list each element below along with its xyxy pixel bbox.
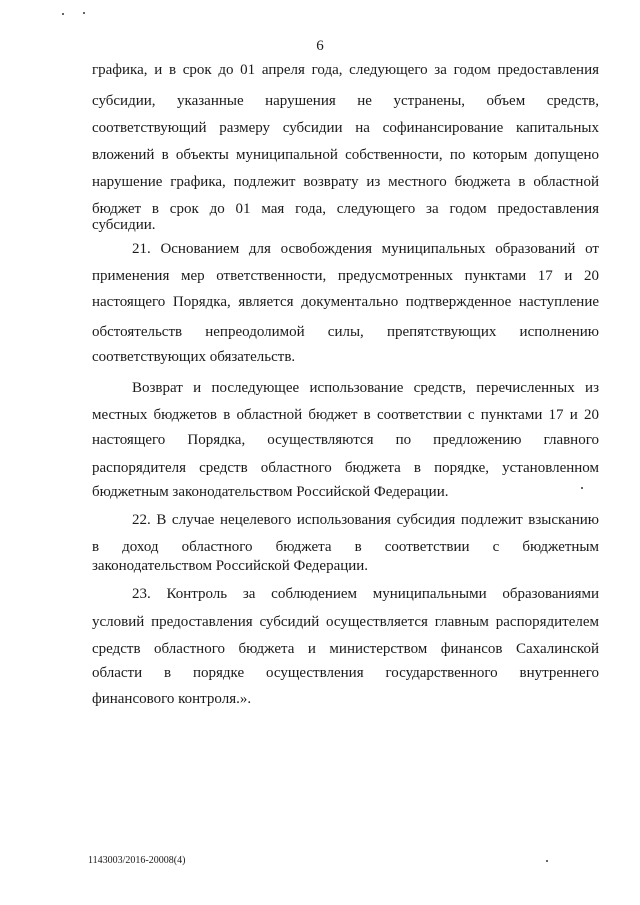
text-line: финансового контроля.». <box>92 691 252 707</box>
text-line: распорядителя средств областного бюджета в порядке, установленном <box>92 460 599 476</box>
text-line: настоящего Порядка, является документально подтвержденное наступление <box>92 294 599 310</box>
text-line: применения мер ответственности, предусмотренных пунктами 17 и 20 <box>92 268 599 284</box>
text-line: в доход областного бюджета в соответствии с бюджетным <box>92 539 599 555</box>
page-number: 6 <box>316 38 324 54</box>
text-line: субсидии. <box>92 217 156 233</box>
text-line: графика, и в срок до 01 апреля года, следующего за годом предоставления <box>92 62 599 78</box>
text-line: бюджет в срок до 01 мая года, следующего за годом предоставления <box>92 201 599 217</box>
scan-speck <box>83 12 85 14</box>
text-line: 21. Основанием для освобождения муниципальных образований от <box>132 241 599 257</box>
text-line: условий предоставления субсидий осуществляется главным распорядителем <box>92 614 599 630</box>
text-line: соответствующий размеру субсидии на софинансирование капитальных <box>92 120 599 136</box>
scan-speck <box>62 13 64 15</box>
text-line: соответствующих обязательств. <box>92 349 296 365</box>
text-line: Возврат и последующее использование средств, перечисленных из <box>132 380 599 396</box>
text-line: области в порядке осуществления государственного внутреннего <box>92 665 599 681</box>
text-line: нарушение графика, подлежит возврату из местного бюджета в областной <box>92 174 599 190</box>
scan-speck <box>546 860 548 862</box>
text-line: 23. Контроль за соблюдением муниципальными образованиями <box>132 586 599 602</box>
text-line: средств областного бюджета и министерством финансов Сахалинской <box>92 641 599 657</box>
text-line: местных бюджетов в областной бюджет в соответствии с пунктами 17 и 20 <box>92 407 599 423</box>
text-line: 22. В случае нецелевого использования субсидия подлежит взысканию <box>132 512 599 528</box>
text-line: субсидии, указанные нарушения не устранены, объем средств, <box>92 93 599 109</box>
text-line: обстоятельств непреодолимой силы, препятствующих исполнению <box>92 324 599 340</box>
text-line: бюджетным законодательством Российской Федерации. <box>92 484 449 500</box>
text-line: вложений в объекты муниципальной собственности, по которым допущено <box>92 147 599 163</box>
text-line: настоящего Порядка, осуществляются по предложению главного <box>92 432 599 448</box>
document-registration-code: 1143003/2016-20008(4) <box>88 855 186 866</box>
text-line: законодательством Российской Федерации. <box>92 558 369 574</box>
